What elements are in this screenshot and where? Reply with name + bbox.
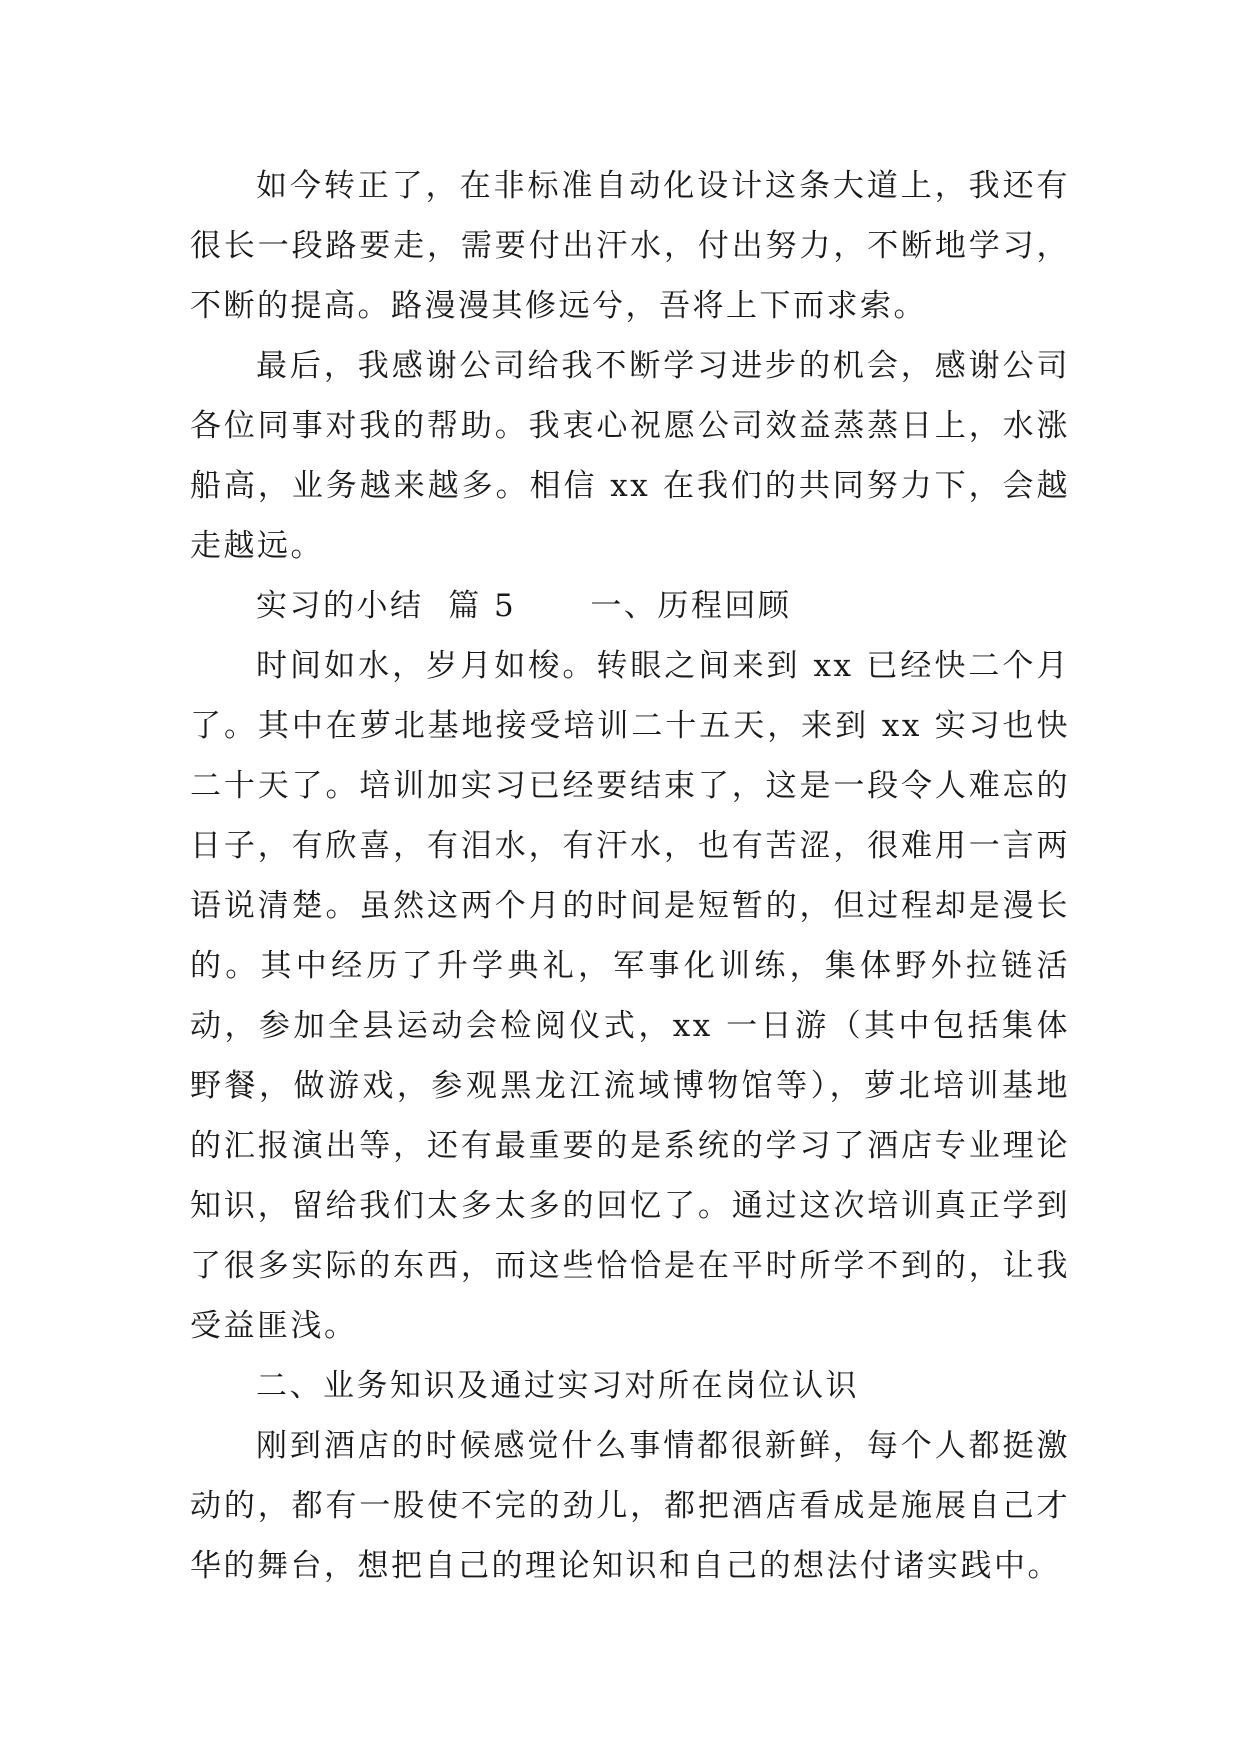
section-subtitle: 一、历程回顾 bbox=[590, 588, 792, 624]
paragraph-conclusion: 如今转正了，在非标准自动化设计这条大道上，我还有很长一段路要走，需要付出汗水，付出努力，不断地学习，不断的提高。路漫漫其修远兮，吾将上下而求索。 bbox=[190, 168, 1070, 324]
paragraph-hotel-arrival: 刚到酒店的时候感觉什么事情都很新鲜，每个人都挺激动的，都有一股使不完的劲儿，都把酒店看成是施展自己才华的舞台，想把自己的理论知识和自己的想法付诸实践中。 bbox=[190, 1428, 1070, 1584]
paragraph-subheading-business-knowledge: 二、业务知识及通过实习对所在岗位认识 bbox=[256, 1368, 859, 1404]
document-body bbox=[190, 156, 1070, 1596]
paragraph-thanks: 最后，我感谢公司给我不断学习进步的机会，感谢公司各位同事对我的帮助。我衷心祝愿公司效益蒸蒸日上，水涨船高，业务越来越多。相信 xx 在我们的共同努力下，会越走越远。 bbox=[190, 348, 1070, 564]
paragraph-history-review: 时间如水，岁月如梭。转眼之间来到 xx 已经快二个月了。其中在萝北基地接受培训二十五天，来到 xx 实习也快二十天了。培训加实习已经要结束了，这是一段令人难忘的日子，有欣喜，有泪水，有汗水，也有苦涩，很难用一言两语说清楚。虽然这两个月的时间是短暂的，但过程却是漫长的。其中经历了升学典礼，军事化训练，集体野外拉链活动，参加全县运动会检阅仪式，xx 一日游（其中包括集体野餐，做游戏，参观黑龙江流域博物馆等），萝北培训基地的汇报演出等，还有最重要的是系统的学习了酒店专业理论知识，留给我们太多太多的回忆了。通过这次培训真正学到了很多实际的东西，而这些恰恰是在平时所学不到的，让我受益匪浅。 bbox=[190, 648, 1070, 1344]
section-title: 实习的小结 篇 5 bbox=[256, 588, 517, 624]
section-heading bbox=[190, 576, 1070, 636]
